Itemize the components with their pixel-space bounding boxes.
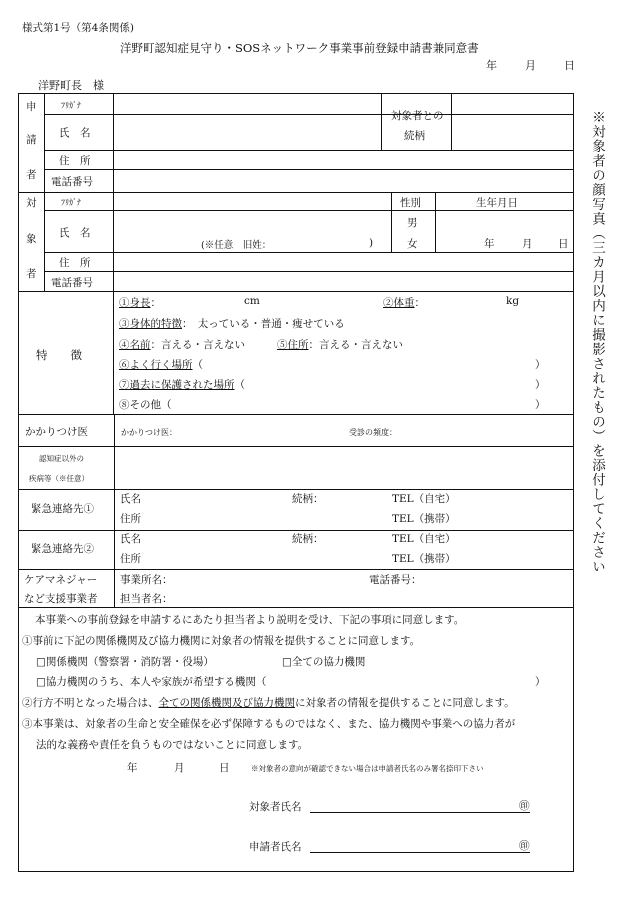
subject-signature-label: 対象者氏名: [249, 801, 302, 813]
option-partial-cooperators[interactable]: □協力機関のうち、本人や家族が希望する機関（: [36, 676, 267, 688]
emergency-2-tel-mobile: TEL（携帯）: [392, 553, 456, 565]
gender-female[interactable]: 女: [407, 238, 418, 250]
former-name-open: (※任意 旧姓：: [201, 240, 272, 251]
consent-item-3-line-1: ③本事業は、対象者の生命と安全確保を必ず保障するものではなく、また、協力機関や事業への協力者が: [22, 718, 516, 730]
address-ability: [277, 337, 403, 352]
height-field: [119, 295, 161, 310]
care-manager-label-2: など支援事業者: [24, 593, 98, 605]
doctor-field: かかりつけ医：: [121, 428, 177, 437]
consent-date-month: 月: [174, 762, 185, 774]
illness-label-2: 疾病等（※任意）: [29, 474, 89, 483]
gender-label: 性別: [400, 197, 421, 209]
applicant-label-2: 請: [26, 134, 37, 146]
applicant-address-label: 住 所: [59, 155, 91, 167]
birth-day: 日: [558, 238, 569, 250]
consent-item-1: ①事前に下記の関係機関及び協力機関に対象者の情報を提供することに同意します。: [22, 635, 421, 647]
weight-field: [383, 295, 425, 310]
applicant-label-3: 者: [26, 169, 37, 181]
photo-note: ※対象者の顔写真（三カ月以内に撮影されたもの）を添付してください: [589, 110, 605, 574]
applicant-signature-label: 申請者氏名: [249, 841, 302, 853]
name-ability: [119, 337, 245, 352]
other-close: ）: [535, 399, 546, 411]
form-number: 様式第1号（第4条関係): [22, 22, 134, 34]
applicant-signature-line[interactable]: [310, 852, 530, 853]
emergency-1-label: 緊急連絡先①: [31, 503, 94, 515]
emergency-1-address: 住所: [120, 513, 141, 525]
subject-furigana-label: ﾌﾘｶﾞﾅ: [61, 198, 81, 207]
height-label: ①身長: [119, 297, 151, 309]
emergency-1-relation: 続柄：: [292, 493, 324, 505]
weight-label: ②体重: [383, 297, 415, 309]
gender-male[interactable]: 男: [407, 217, 418, 229]
subject-address-label: 住 所: [59, 257, 91, 269]
former-name-close: ): [369, 237, 374, 249]
emergency-1-tel-mobile: TEL（携帯）: [392, 513, 456, 525]
applicant-furigana-label: ﾌﾘｶﾞﾅ: [61, 101, 81, 110]
consent-date-day: 日: [219, 762, 230, 774]
places-label: ⑥よく行く場所: [119, 359, 193, 371]
places-open: （: [192, 359, 203, 371]
option-related-agencies[interactable]: □関係機関（警察署・消防署・役場）: [36, 656, 214, 668]
height-unit: cm: [244, 295, 260, 307]
item2-underlined: 全ての関係機関及び協力機関: [158, 697, 295, 709]
emergency-1-name: 氏名: [120, 493, 141, 505]
consent-date-year: 年: [127, 762, 138, 774]
emergency-2-relation: 続柄：: [292, 533, 324, 545]
subject-label-1: 対: [26, 197, 37, 209]
item2-pre: ②行方不明となった場合は、: [22, 697, 159, 709]
weight-colon: ：: [414, 297, 425, 309]
page-title: 洋野町認知症見守り・SOSネットワーク事業事前登録申請書兼同意書: [120, 41, 479, 55]
body-features: [119, 316, 345, 331]
emergency-2-label: 緊急連絡先②: [31, 543, 94, 555]
visit-frequency-field: 受診の頻度：: [349, 428, 397, 437]
header-date: [486, 57, 575, 73]
emergency-1-tel-home: TEL（自宅）: [392, 493, 456, 505]
protected-label: ⑦過去に保護された場所: [119, 379, 235, 391]
emergency-2-address: 住所: [120, 553, 141, 565]
other-label: ⑧その他: [119, 399, 161, 411]
subject-phone-label: 電話番号: [51, 277, 93, 289]
birthdate-label: 生年月日: [476, 197, 518, 209]
birth-year: 年: [484, 238, 495, 250]
consent-intro: 本事業への事前登録を申請するにあたり担当者より説明を受け、下記の事項に同意します。: [35, 614, 465, 626]
applicant-label-1: 申: [26, 101, 37, 113]
places-close: ）: [535, 359, 546, 371]
height-colon: ：: [150, 297, 161, 309]
protected-close: ）: [535, 379, 546, 391]
applicant-name-label: 氏 名: [59, 127, 91, 139]
protected-places: [119, 377, 245, 392]
protected-open: （: [234, 379, 245, 391]
subject-seal: ㊞: [519, 800, 530, 812]
illness-label-1: 認知症以外の: [39, 454, 84, 463]
birth-month: 月: [522, 238, 533, 250]
date-month: 月: [525, 59, 536, 72]
subject-label-2: 象: [26, 233, 37, 245]
subject-name-label: 氏 名: [59, 227, 91, 239]
name-options: ：言える・言えない: [150, 339, 245, 351]
subject-label-3: 者: [26, 268, 37, 280]
subject-signature-line[interactable]: [310, 812, 530, 813]
consent-note: ※対象者の意向が確認できない場合は申請者氏名のみ署名捺印下さい: [251, 764, 484, 773]
consent-item-3-line-2: 法的な義務や責任を負うものではないことに同意します。: [36, 739, 309, 751]
date-day: 日: [564, 59, 575, 72]
applicant-phone-label: 電話番号: [51, 176, 93, 188]
consent-item-2: [22, 695, 515, 710]
applicant-seal: ㊞: [519, 840, 530, 852]
person-in-charge-field: 担当者名：: [120, 593, 173, 605]
address-options: ：言える・言えない: [308, 339, 403, 351]
weight-unit: kg: [506, 295, 520, 307]
frequent-places: [119, 357, 203, 372]
emergency-2-tel-home: TEL（自宅）: [392, 533, 456, 545]
office-phone-field: 電話番号：: [369, 574, 422, 586]
applicant-relation-label-1: 対象者との: [391, 110, 444, 122]
addressee: 洋野町長 様: [38, 79, 104, 92]
address-label: ⑤住所: [277, 339, 309, 351]
emergency-2-name: 氏名: [120, 533, 141, 545]
application-form: [18, 93, 574, 872]
body-label: ③身体的特徴: [119, 318, 182, 330]
option-partial-close: ）: [535, 676, 546, 688]
applicant-relation-label-2: 続柄: [404, 130, 425, 142]
option-all-cooperators[interactable]: □全ての協力機関: [282, 656, 366, 668]
doctor-label: かかりつけ医: [25, 426, 88, 438]
item2-post: に対象者の情報を提供することに同意します。: [295, 697, 515, 709]
other-features: [119, 397, 172, 412]
features-label: 特 徴: [36, 348, 82, 362]
name-label: ④名前: [119, 339, 151, 351]
body-options: ： 太っている・普通・痩せている: [182, 318, 345, 330]
office-name-field: 事業所名：: [120, 574, 173, 586]
other-open: （: [161, 399, 172, 411]
date-year: 年: [486, 59, 497, 72]
care-manager-label-1: ケアマネジャー: [24, 574, 98, 586]
